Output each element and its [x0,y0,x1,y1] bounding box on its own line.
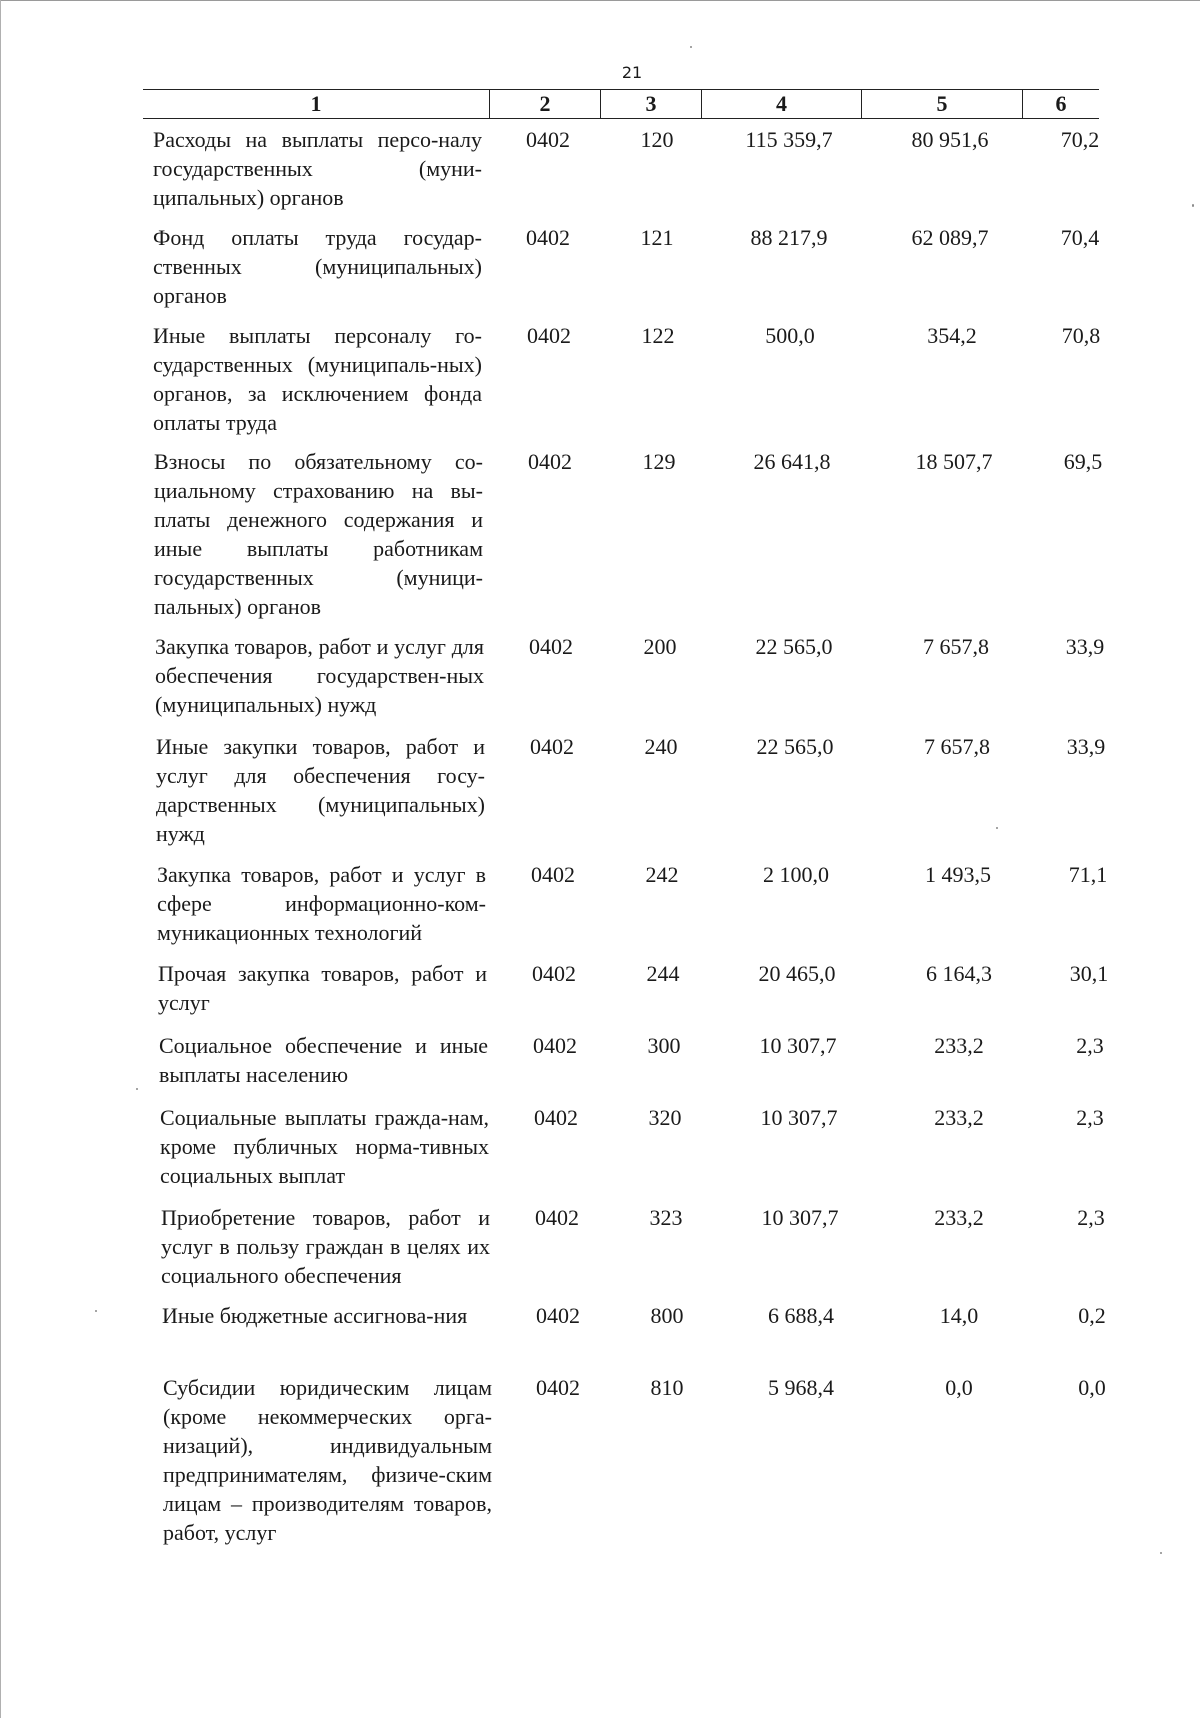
row-col6: 30,1 [1069,961,1109,986]
row-col5: 62 089,7 [911,225,989,250]
row-col3: 800 [650,1303,684,1328]
row-col3: 129 [642,449,676,474]
row-col4: 88 217,9 [750,225,828,250]
header-col-1: 1 [310,91,322,116]
row-col3: 320 [648,1105,682,1130]
row-col6: 0,2 [1078,1303,1106,1328]
header-col-4: 4 [776,91,787,116]
row-col3: 120 [640,127,674,152]
row-description: Закупка товаров, работ и услуг в сфере информационно-ком-муникационных технологий [157,862,486,945]
row-col3: 300 [647,1033,681,1058]
row-col5: 80 951,6 [911,127,989,152]
row-col5: 233,2 [934,1033,984,1058]
row-col2: 0402 [526,225,570,250]
row-col5: 233,2 [934,1205,984,1230]
row-col6: 2,3 [1076,1033,1104,1058]
row-col6: 33,9 [1066,734,1106,759]
scan-speck [136,1088,138,1090]
row-description: Взносы по обязательному со-циальному страхованию на вы-платы денежного содержания и иные выплаты работникам государственных (муници-пальных) органов [154,449,483,619]
scan-top-edge [0,0,1200,1]
scan-left-edge [0,0,1,1718]
row-col4: 26 641,8 [753,449,831,474]
row-col4: 115 359,7 [745,127,833,152]
row-col2: 0402 [530,734,574,759]
row-col2: 0402 [536,1375,580,1400]
header-col-5: 5 [936,91,948,116]
row-col5: 1 493,5 [925,862,991,887]
row-col6: 70,8 [1061,323,1101,348]
row-col2: 0402 [536,1303,580,1328]
row-col5: 6 164,3 [926,961,992,986]
row-col2: 0402 [533,1033,577,1058]
row-col3: 323 [649,1205,683,1230]
row-col4: 20 465,0 [758,961,836,986]
row-col2: 0402 [528,449,572,474]
header-col-6: 6 [1055,91,1067,116]
row-col5: 18 507,7 [915,449,993,474]
row-col3: 240 [644,734,678,759]
row-col4: 10 307,7 [759,1033,837,1058]
scan-speck [1192,204,1194,207]
row-col3: 244 [646,961,680,986]
header-col-3: 3 [645,91,657,116]
row-description: Фонд оплаты труда государ-ственных (муниципальных) органов [153,225,482,308]
row-description: Иные бюджетные ассигнова-ния [162,1303,468,1328]
row-col2: 0402 [531,862,575,887]
row-description: Закупка товаров, работ и услуг для обеспечения государствен-ных (муниципальных) нужд [155,634,484,717]
scan-speck [690,46,692,48]
row-col6: 70,2 [1060,127,1100,152]
row-description: Прочая закупка товаров, работ и услуг [158,961,487,1015]
row-col3: 122 [641,323,675,348]
row-description: Приобретение товаров, работ и услуг в пользу граждан в целях их социального обеспечения [161,1205,490,1288]
row-col4: 10 307,7 [761,1205,839,1230]
row-description: Социальное обеспечение и иные выплаты населению [159,1033,488,1087]
row-col6: 71,1 [1068,862,1108,887]
row-col5: 7 657,8 [924,734,990,759]
row-col6: 33,9 [1065,634,1105,659]
row-col3: 121 [640,225,674,250]
header-col-2: 2 [539,91,551,116]
row-description: Иные выплаты персоналу го-сударственных (муниципаль-ных) органов, за исключением фонда оплаты труда [153,323,482,435]
row-col4: 5 968,4 [768,1375,834,1400]
row-col2: 0402 [526,127,570,152]
row-col5: 14,0 [939,1303,979,1328]
row-col5: 7 657,8 [923,634,989,659]
row-col2: 0402 [529,634,573,659]
row-col4: 2 100,0 [763,862,829,887]
row-col6: 70,4 [1060,225,1100,250]
table-header [143,89,1099,119]
row-col4: 10 307,7 [760,1105,838,1130]
row-col6: 0,0 [1078,1375,1106,1400]
page-number: 21 [621,63,643,82]
row-col2: 0402 [534,1105,578,1130]
row-col4: 6 688,4 [768,1303,834,1328]
row-description: Иные закупки товаров, работ и услуг для обеспечения госу-дарственных (муниципальных) нужд [156,734,485,846]
row-col3: 810 [650,1375,684,1400]
row-col4: 22 565,0 [755,634,833,659]
row-col3: 242 [645,862,679,887]
row-col5: 0,0 [945,1375,973,1400]
row-col2: 0402 [532,961,576,986]
row-col3: 200 [643,634,677,659]
scan-speck [996,827,998,829]
row-col5: 233,2 [934,1105,984,1130]
row-description: Социальные выплаты гражда-нам, кроме публичных норма-тивных социальных выплат [160,1105,489,1188]
row-description: Субсидии юридическим лицам (кроме некоммерческих орга-низаций), индивидуальным предпринимателям, физиче-ским лицам – производителям товаров, работ, услуг [163,1375,492,1545]
row-col6: 69,5 [1063,449,1103,474]
row-col5: 354,2 [927,323,977,348]
row-col4: 22 565,0 [756,734,834,759]
row-col2: 0402 [535,1205,579,1230]
row-col2: 0402 [527,323,571,348]
scan-speck [95,1310,97,1312]
row-description: Расходы на выплаты персо-налу государственных (муни-ципальных) органов [153,127,482,210]
row-col4: 500,0 [765,323,815,348]
row-col6: 2,3 [1077,1205,1105,1230]
row-col6: 2,3 [1076,1105,1104,1130]
scan-speck [1160,1552,1162,1554]
